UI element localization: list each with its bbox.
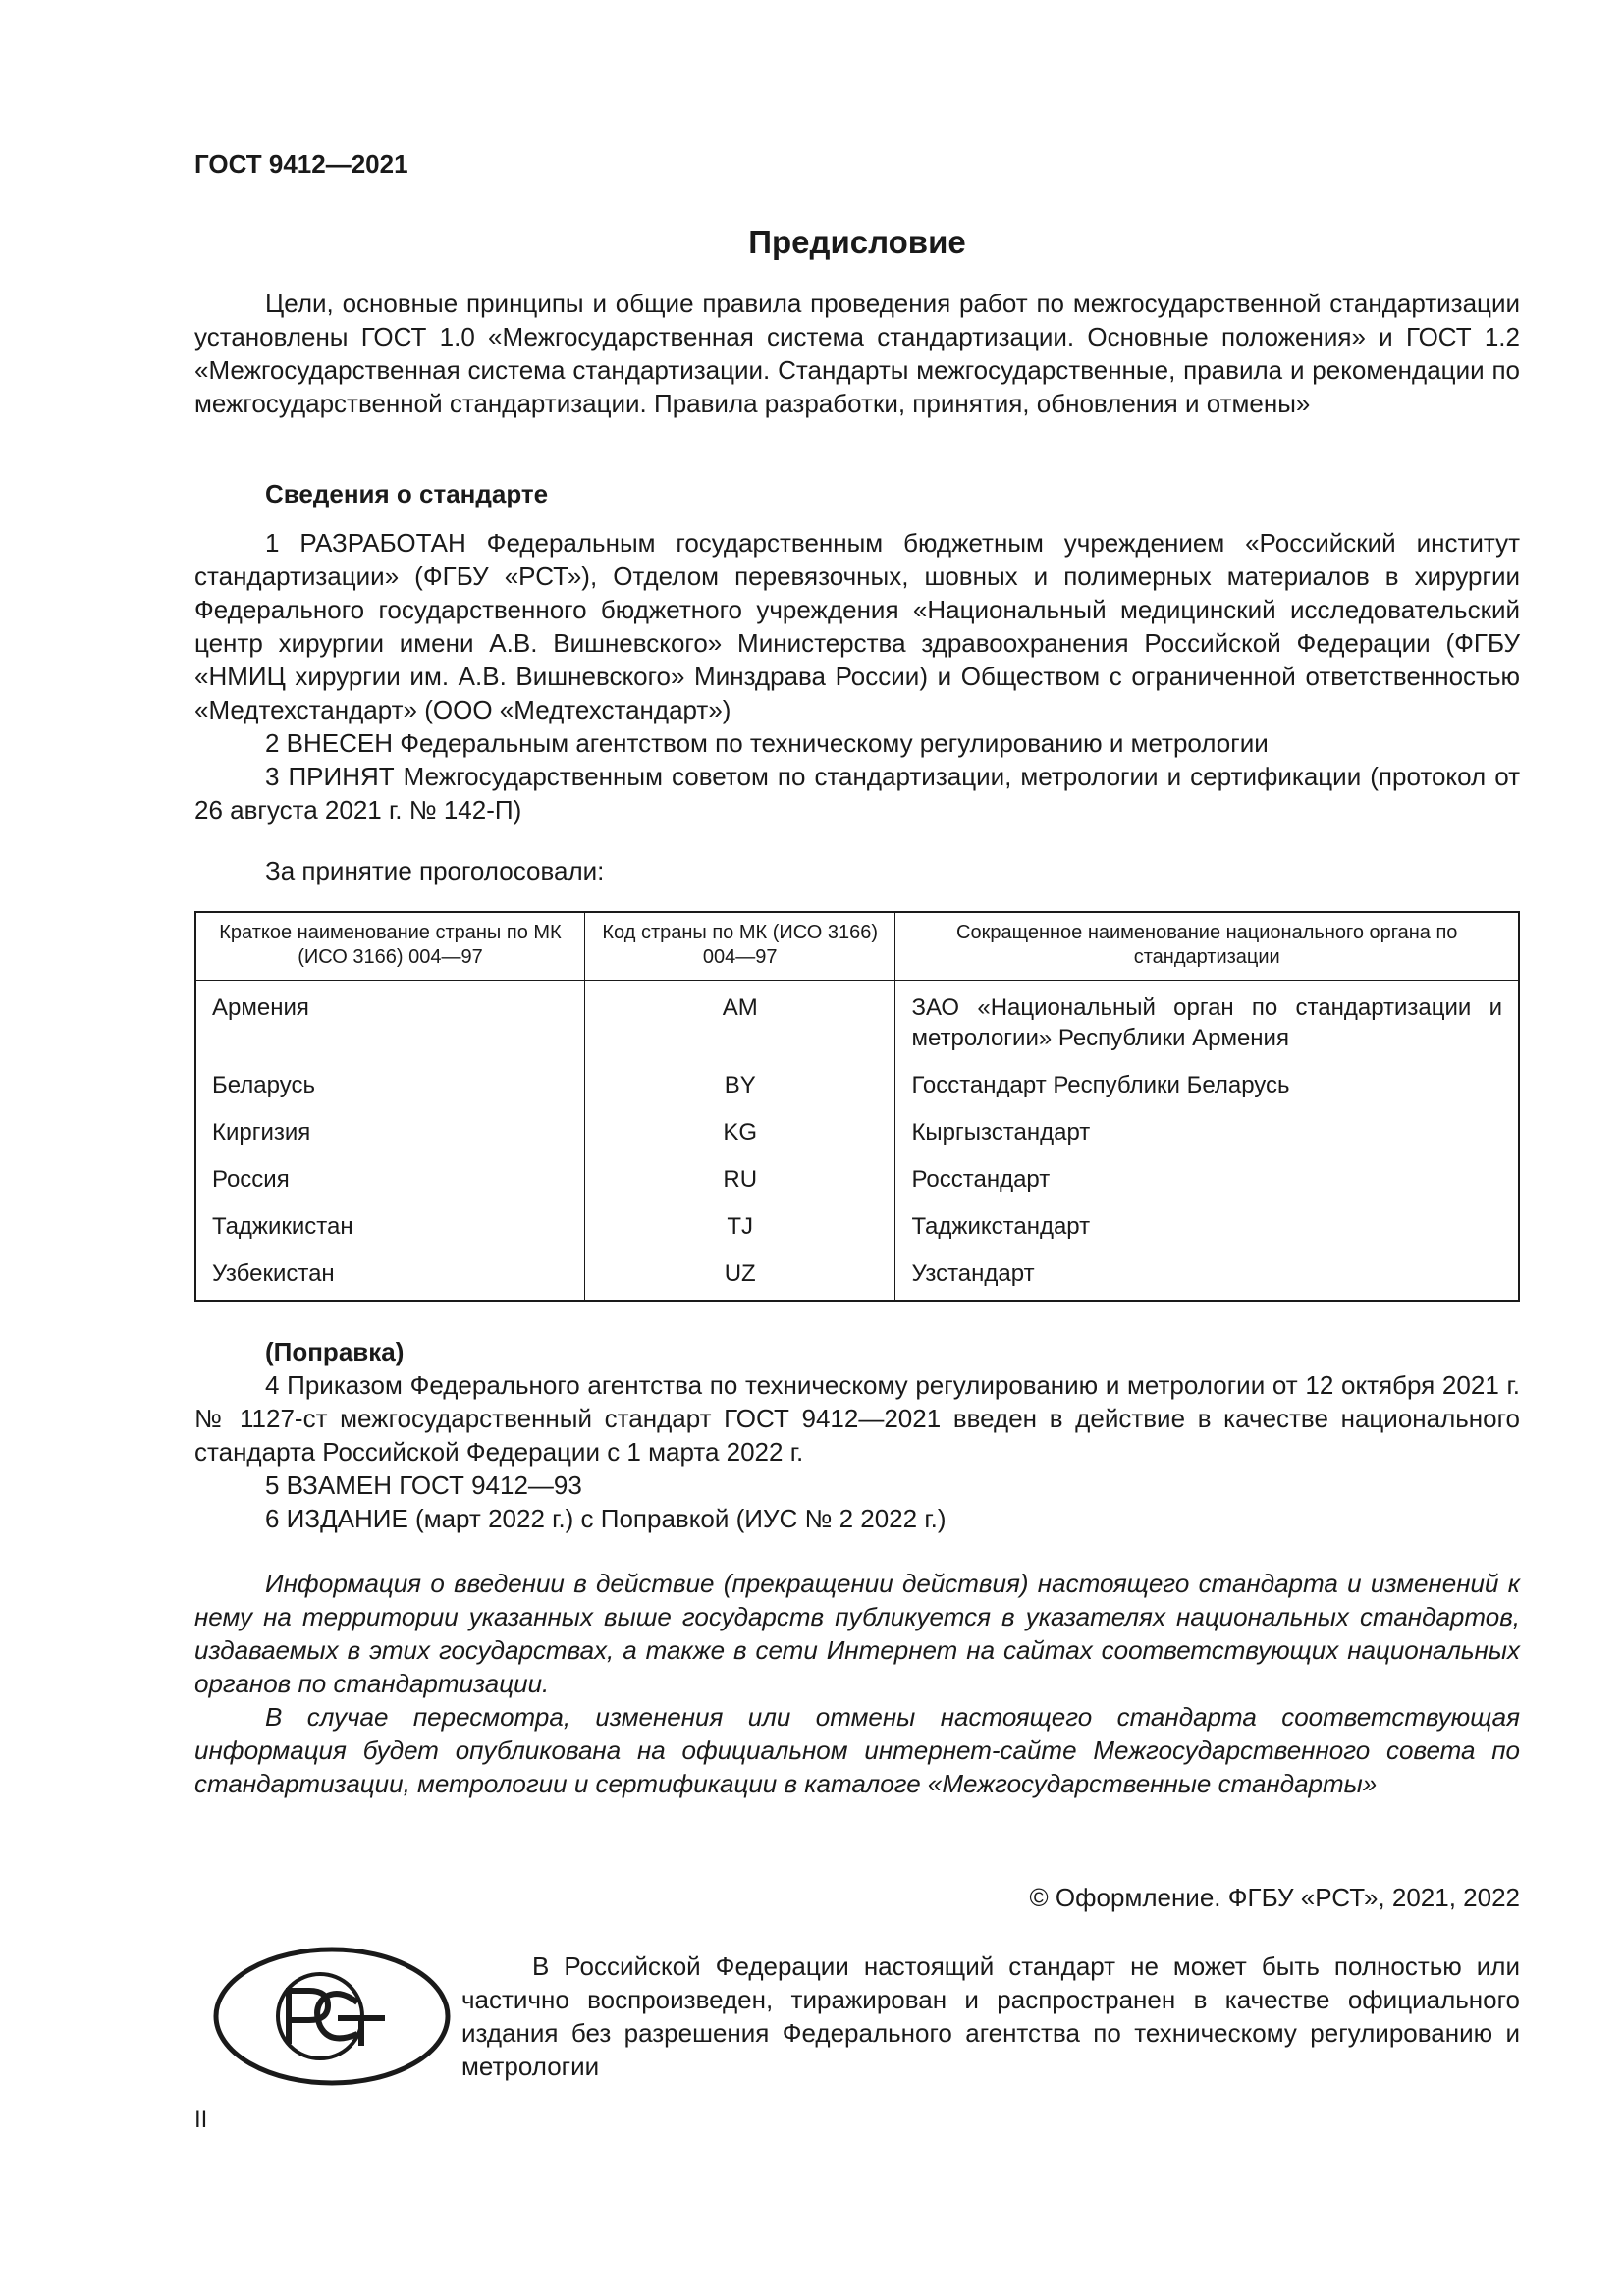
section-heading: Сведения о стандарте <box>265 479 549 508</box>
page-title: Предисловие <box>748 224 966 260</box>
italic-notes <box>194 1567 1520 1800</box>
standard-code: ГОСТ 9412—2021 <box>194 149 408 179</box>
country-cell: Таджикистан <box>195 1205 584 1253</box>
code-cell: AM <box>584 981 894 1065</box>
table-row <box>195 1205 1519 1253</box>
vote-intro: За принятие проголосовали: <box>265 856 605 885</box>
table-row <box>195 1158 1519 1205</box>
country-cell: Россия <box>195 1158 584 1205</box>
code-cell: UZ <box>584 1253 894 1301</box>
rst-logo <box>212 1944 452 2094</box>
intro-paragraph: Цели, основные принципы и общие правила проведения работ по межгосударственной стандартизации установлены ГОСТ 1.0 «Межгосударственная система стандартизации. Основные положения» и ГОСТ 1.2 «Межгосударственная система стандартизации. Стандарты межгосударственные, правила и рекомендации по межгосударственной стандартизации. Правила разработки, принятия, обновления и отмены» <box>194 289 1520 418</box>
code-cell: BY <box>584 1064 894 1111</box>
rst-emblem-icon <box>212 1944 452 2089</box>
table-row <box>195 1064 1519 1111</box>
column-header: Код страны по МК (ИСО 3166) 004—97 <box>584 912 894 981</box>
standard-info-list-2 <box>194 1368 1520 1535</box>
table-row <box>195 1253 1519 1301</box>
country-cell: Беларусь <box>195 1064 584 1111</box>
country-cell: Армения <box>195 981 584 1065</box>
code-cell: RU <box>584 1158 894 1205</box>
list-item: 3 ПРИНЯТ Межгосударственным советом по стандартизации, метрологии и сертификации (протокол от 26 августа 2021 г. № 142-П) <box>194 762 1520 825</box>
code-cell: TJ <box>584 1205 894 1253</box>
standard-info-list <box>194 526 1520 827</box>
copyright-line: © Оформление. ФГБУ «РСТ», 2021, 2022 <box>1029 1883 1520 1912</box>
list-item: 5 ВЗАМЕН ГОСТ 9412—93 <box>265 1470 582 1500</box>
column-header: Сокращенное наименование национального органа по стандартизации <box>895 912 1519 981</box>
column-header: Краткое наименование страны по МК (ИСО 3166) 004—97 <box>195 912 584 981</box>
body-cell: Кыргызстандарт <box>911 1119 1091 1146</box>
body-cell: Росстандарт <box>911 1166 1051 1193</box>
info-note: Информация о введении в действие (прекращении действия) настоящего стандарта и изменений к нему на территории указанных выше государств публикуется в указателях национальных стандартов, издаваемых в этих государствах, а также в сети Интернет на сайтах соответствующих национальных органов по стандартизации. <box>194 1569 1520 1698</box>
body-cell: Узстандарт <box>911 1260 1035 1287</box>
table-header-row <box>195 912 1519 981</box>
reproduction-notice: В Российской Федерации настоящий стандарт не может быть полностью или частично воспроизведен, тиражирован и распространен в качестве официального издания без разрешения Федерального агентства по техническому регулированию и метрологии <box>461 1951 1520 2081</box>
body-cell: Госстандарт Республики Беларусь <box>911 1072 1290 1098</box>
list-item: 4 Приказом Федерального агентства по техническому регулированию и метрологии от 12 октября 2021 г. № 1127-ст межгосударственный стандарт ГОСТ 9412—2021 введен в действие в качестве национального стандарта Российской Федерации с 1 марта 2022 г. <box>194 1370 1520 1467</box>
table-row <box>195 1111 1519 1158</box>
code-cell: KG <box>584 1111 894 1158</box>
info-note: В случае пересмотра, изменения или отмены настоящего стандарта соответствующая информация будет опубликована на официальном интернет-сайте Межгосударственного совета по стандартизации, метрологии и сертификации в каталоге «Межгосударственные стандарты» <box>194 1702 1520 1798</box>
list-item: 1 РАЗРАБОТАН Федеральным государственным бюджетным учреждением «Российский институт стандартизации» (ФГБУ «РСТ»), Отделом перевязочных, шовных и полимерных материалов в хирургии Федерального государственного бюджетного учреждения «Национальный медицинский исследовательский центр хирургии имени А.В. Вишневского» Министерства здравоохранения Российской Федерации (ФГБУ «НМИЦ хирургии им. А.В. Вишневского» Минздрава России) и Обществом с ограниченной ответственностью «Медтехстандарт» (ООО «Медтехстандарт») <box>194 528 1520 724</box>
country-cell: Киргизия <box>195 1111 584 1158</box>
body-cell: Таджикстандарт <box>911 1213 1091 1240</box>
list-item: 2 ВНЕСЕН Федеральным агентством по техническому регулированию и метрологии <box>265 728 1269 758</box>
country-cell: Узбекистан <box>195 1253 584 1301</box>
page-number: II <box>194 2107 208 2133</box>
list-item: 6 ИЗДАНИЕ (март 2022 г.) с Поправкой (ИУС № 2 2022 г.) <box>265 1504 947 1533</box>
table-row <box>195 981 1519 1065</box>
voting-table <box>194 911 1520 1302</box>
amendment-label: (Поправка) <box>265 1337 405 1366</box>
body-cell: ЗАО «Национальный орган по стандартизации и метрологии» Республики Армения <box>911 994 1502 1051</box>
